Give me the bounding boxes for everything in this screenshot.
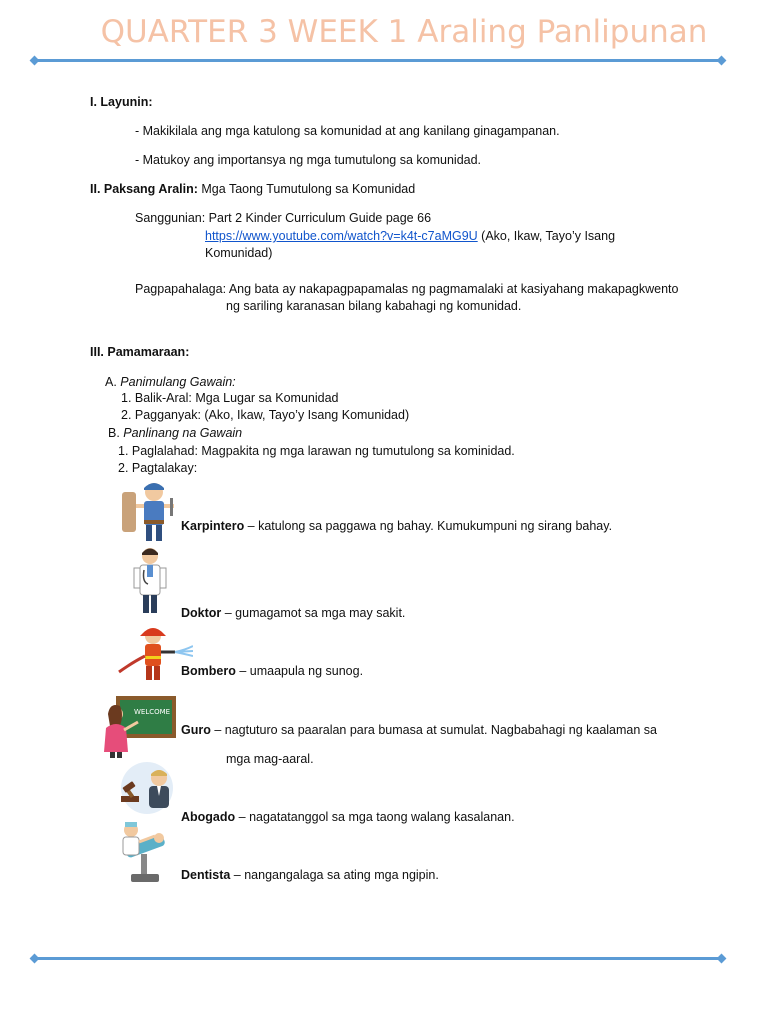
top-divider-left-diamond (30, 56, 40, 66)
helper-desc: – nagtuturo sa paaralan para bumasa at sumulat. Nagbabahagi ng kaalaman sa (210, 723, 657, 737)
layunin-heading: I. Layunin: (90, 95, 153, 109)
helper-name: Karpintero (181, 519, 245, 533)
teacher-icon (100, 692, 180, 760)
sanggunian-label: Sanggunian: (135, 211, 206, 225)
helper-guro (181, 722, 657, 738)
paksang-aralin-line (90, 181, 415, 197)
top-divider-right-diamond (717, 56, 727, 66)
panlinang-item-2: 2. Pagtalakay: (118, 461, 198, 475)
helper-name: Bombero (181, 664, 236, 678)
helper-name: Abogado (181, 810, 236, 824)
carpenter-icon (120, 478, 182, 544)
panimulang-gawain-title: Panimulang Gawain: (120, 375, 236, 389)
helper-name: Dentista (181, 868, 231, 882)
helper-desc: – nagatatanggol sa mga taong walang kasalanan. (235, 810, 515, 824)
helper-desc: – gumagamot sa mga may sakit. (221, 606, 406, 620)
pagpapahalaga-text-1: Ang bata ay nakapagpapamalas ng pagmamalaki at kasiyahang makapagkwento (226, 282, 679, 296)
top-divider (34, 59, 724, 62)
panimulang-item-2: 2. Pagganyak: (Ako, Ikaw, Tayo’y Isang Komunidad) (121, 408, 410, 422)
bottom-divider-right-diamond (717, 954, 727, 964)
sanggunian-text: Part 2 Kinder Curriculum Guide page 66 (205, 211, 432, 225)
paksang-aralin-text: Mga Taong Tumutulong sa Komunidad (197, 182, 416, 196)
panimulang-gawain-line (105, 374, 236, 390)
pagpapahalaga-line (135, 281, 678, 297)
sanggunian-line (135, 210, 431, 226)
dentist-icon (115, 820, 175, 886)
helper-desc: – umaapula ng sunog. (235, 664, 364, 678)
helper-guro-desc-2: mga mag-aaral. (226, 752, 314, 766)
layunin-item-1: - Makikilala ang mga katulong sa komunidad at ang kanilang ginagampanan. (135, 124, 560, 138)
helper-abogado (181, 809, 515, 825)
panlinang-gawain-line (108, 425, 242, 441)
panlinang-item-1: 1. Paglalahad: Magpakita ng mga larawan ng tumutulong sa kominidad. (118, 444, 515, 458)
helper-name: Doktor (181, 606, 222, 620)
pagpapahalaga-label: Pagpapahalaga: (135, 282, 227, 296)
page-title: QUARTER 3 WEEK 1 Araling Panlipunan (100, 14, 708, 50)
pagpapahalaga-text-2: ng sariling karanasan bilang kabahagi ng komunidad. (226, 299, 522, 313)
panimulang-gawain-label: A. (105, 375, 121, 389)
reference-link-note-2: Komunidad) (205, 246, 273, 260)
lawyer-icon (113, 762, 181, 814)
bottom-divider-left-diamond (30, 954, 40, 964)
pamamaraan-heading: III. Pamamaraan: (90, 345, 190, 359)
helper-desc: – katulong sa paggawa ng bahay. Kumukumpuni ng sirang bahay. (244, 519, 613, 533)
reference-link-note: (Ako, Ikaw, Tayo’y Isang (477, 229, 616, 243)
panimulang-item-1: 1. Balik-Aral: Mga Lugar sa Komunidad (121, 391, 339, 405)
bottom-divider (34, 957, 724, 960)
reference-link-line (205, 228, 615, 244)
chalkboard-text: WELCOME (134, 708, 171, 716)
panlinang-gawain-title: Panlinang na Gawain (123, 426, 243, 440)
helper-doktor (181, 605, 405, 621)
helper-karpintero (181, 518, 612, 534)
helper-bombero (181, 663, 363, 679)
doctor-icon (128, 546, 172, 616)
layunin-item-2: - Matukoy ang importansya ng mga tumutulong sa komunidad. (135, 153, 482, 167)
panlinang-gawain-label: B. (108, 426, 124, 440)
helper-dentista (181, 867, 439, 883)
helper-desc: – nangangalaga sa ating mga ngipin. (230, 868, 439, 882)
youtube-link[interactable]: https://www.youtube.com/watch?v=k4t-c7aMG9U (205, 229, 478, 243)
helper-name: Guro (181, 723, 211, 737)
paksang-aralin-heading: II. Paksang Aralin: (90, 182, 198, 196)
